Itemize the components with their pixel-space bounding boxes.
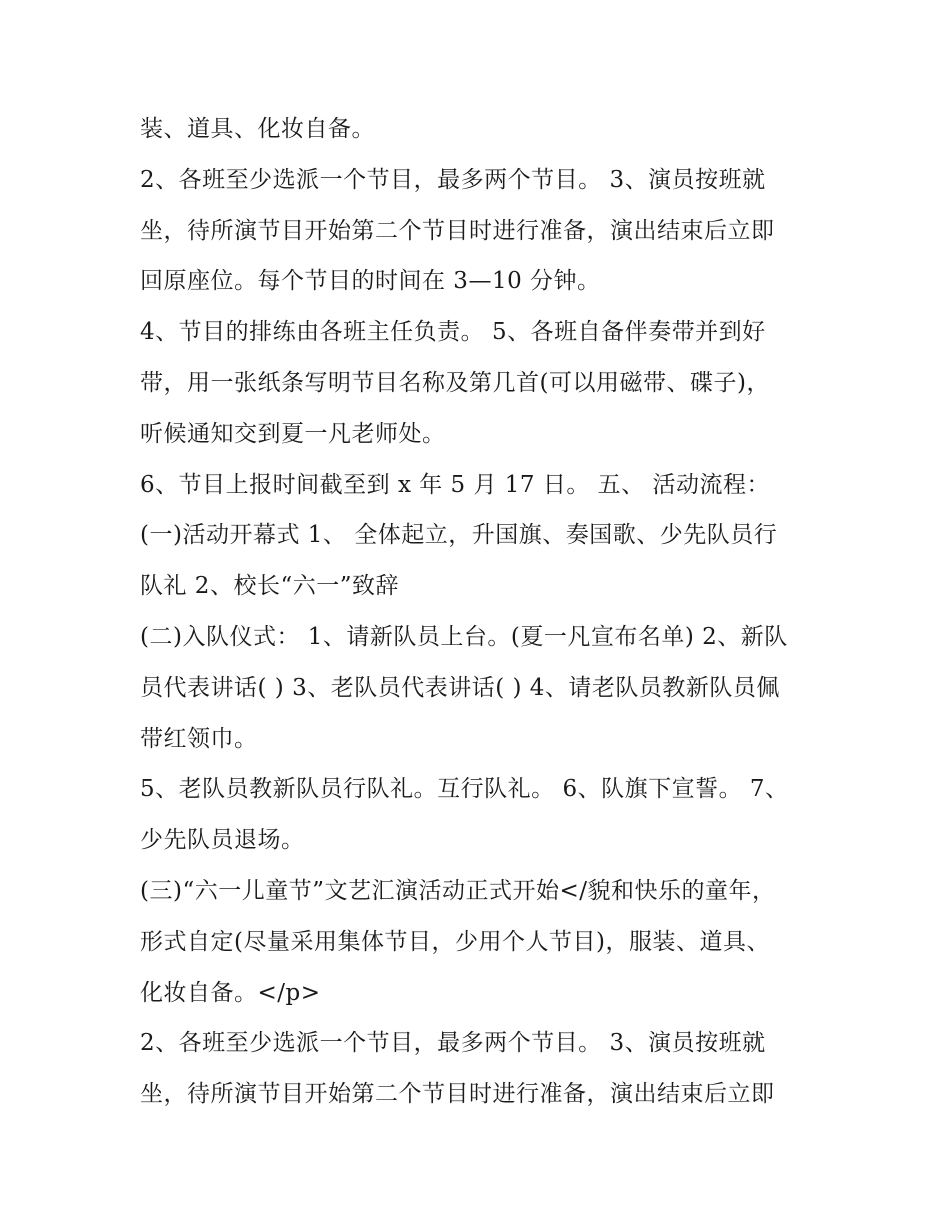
text-line-19: 2、各班至少选派一个节目，最多两个节目。 3、演员按班就 xyxy=(140,1030,766,1057)
text-line-10: 队礼 2、校长“六一”致辞 xyxy=(140,573,399,600)
text-line-3: 坐，待所演节目开始第二个节目时进行准备，演出结束后立即 xyxy=(140,217,775,244)
text-line-18: 化妆自备。</p> xyxy=(140,979,321,1006)
text-line-17: 形式自定(尽量采用集体节目，少用个人节目)，服装、道具、 xyxy=(140,928,770,955)
document-body xyxy=(140,104,830,1120)
text-line-5: 4、节目的排练由各班主任负责。 5、各班自备伴奏带并到好 xyxy=(140,319,766,346)
text-line-11: (二)入队仪式： 1、请新队员上台。(夏一凡宣布名单) 2、新队 xyxy=(140,623,788,650)
text-line-12: 员代表讲话( ) 3、老队员代表讲话( ) 4、请老队员教新队员佩 xyxy=(140,674,780,701)
text-line-9: (一)活动开幕式 1、 全体起立，升国旗、奏国歌、少先队员行 xyxy=(140,522,778,549)
text-line-20: 坐，待所演节目开始第二个节目时进行准备，演出结束后立即 xyxy=(140,1081,775,1108)
text-line-1: 装、道具、化妆自备。 xyxy=(140,116,375,142)
text-line-16: (三)“六一儿童节”文艺汇演活动正式开始</貌和快乐的童年， xyxy=(140,877,776,904)
text-line-15: 少先队员退场。 xyxy=(140,827,305,854)
text-line-6: 带，用一张纸条写明节目名称及第几首(可以用磁带、碟子)， xyxy=(140,369,770,396)
text-line-14: 5、老队员教新队员行队礼。互行队礼。 6、队旗下宣誓。 7、 xyxy=(140,776,789,803)
text-line-8: 6、节目上报时间截至到 x 年 5 月 17 日。 五、 活动流程： xyxy=(140,471,770,498)
text-line-2: 2、各班至少选派一个节目，最多两个节目。 3、演员按班就 xyxy=(140,166,766,193)
text-line-13: 带红领巾。 xyxy=(140,725,258,752)
text-line-4: 回原座位。每个节目的时间在 3—10 分钟。 xyxy=(140,268,601,295)
text-line-7: 听候通知交到夏一凡老师处。 xyxy=(140,420,446,447)
